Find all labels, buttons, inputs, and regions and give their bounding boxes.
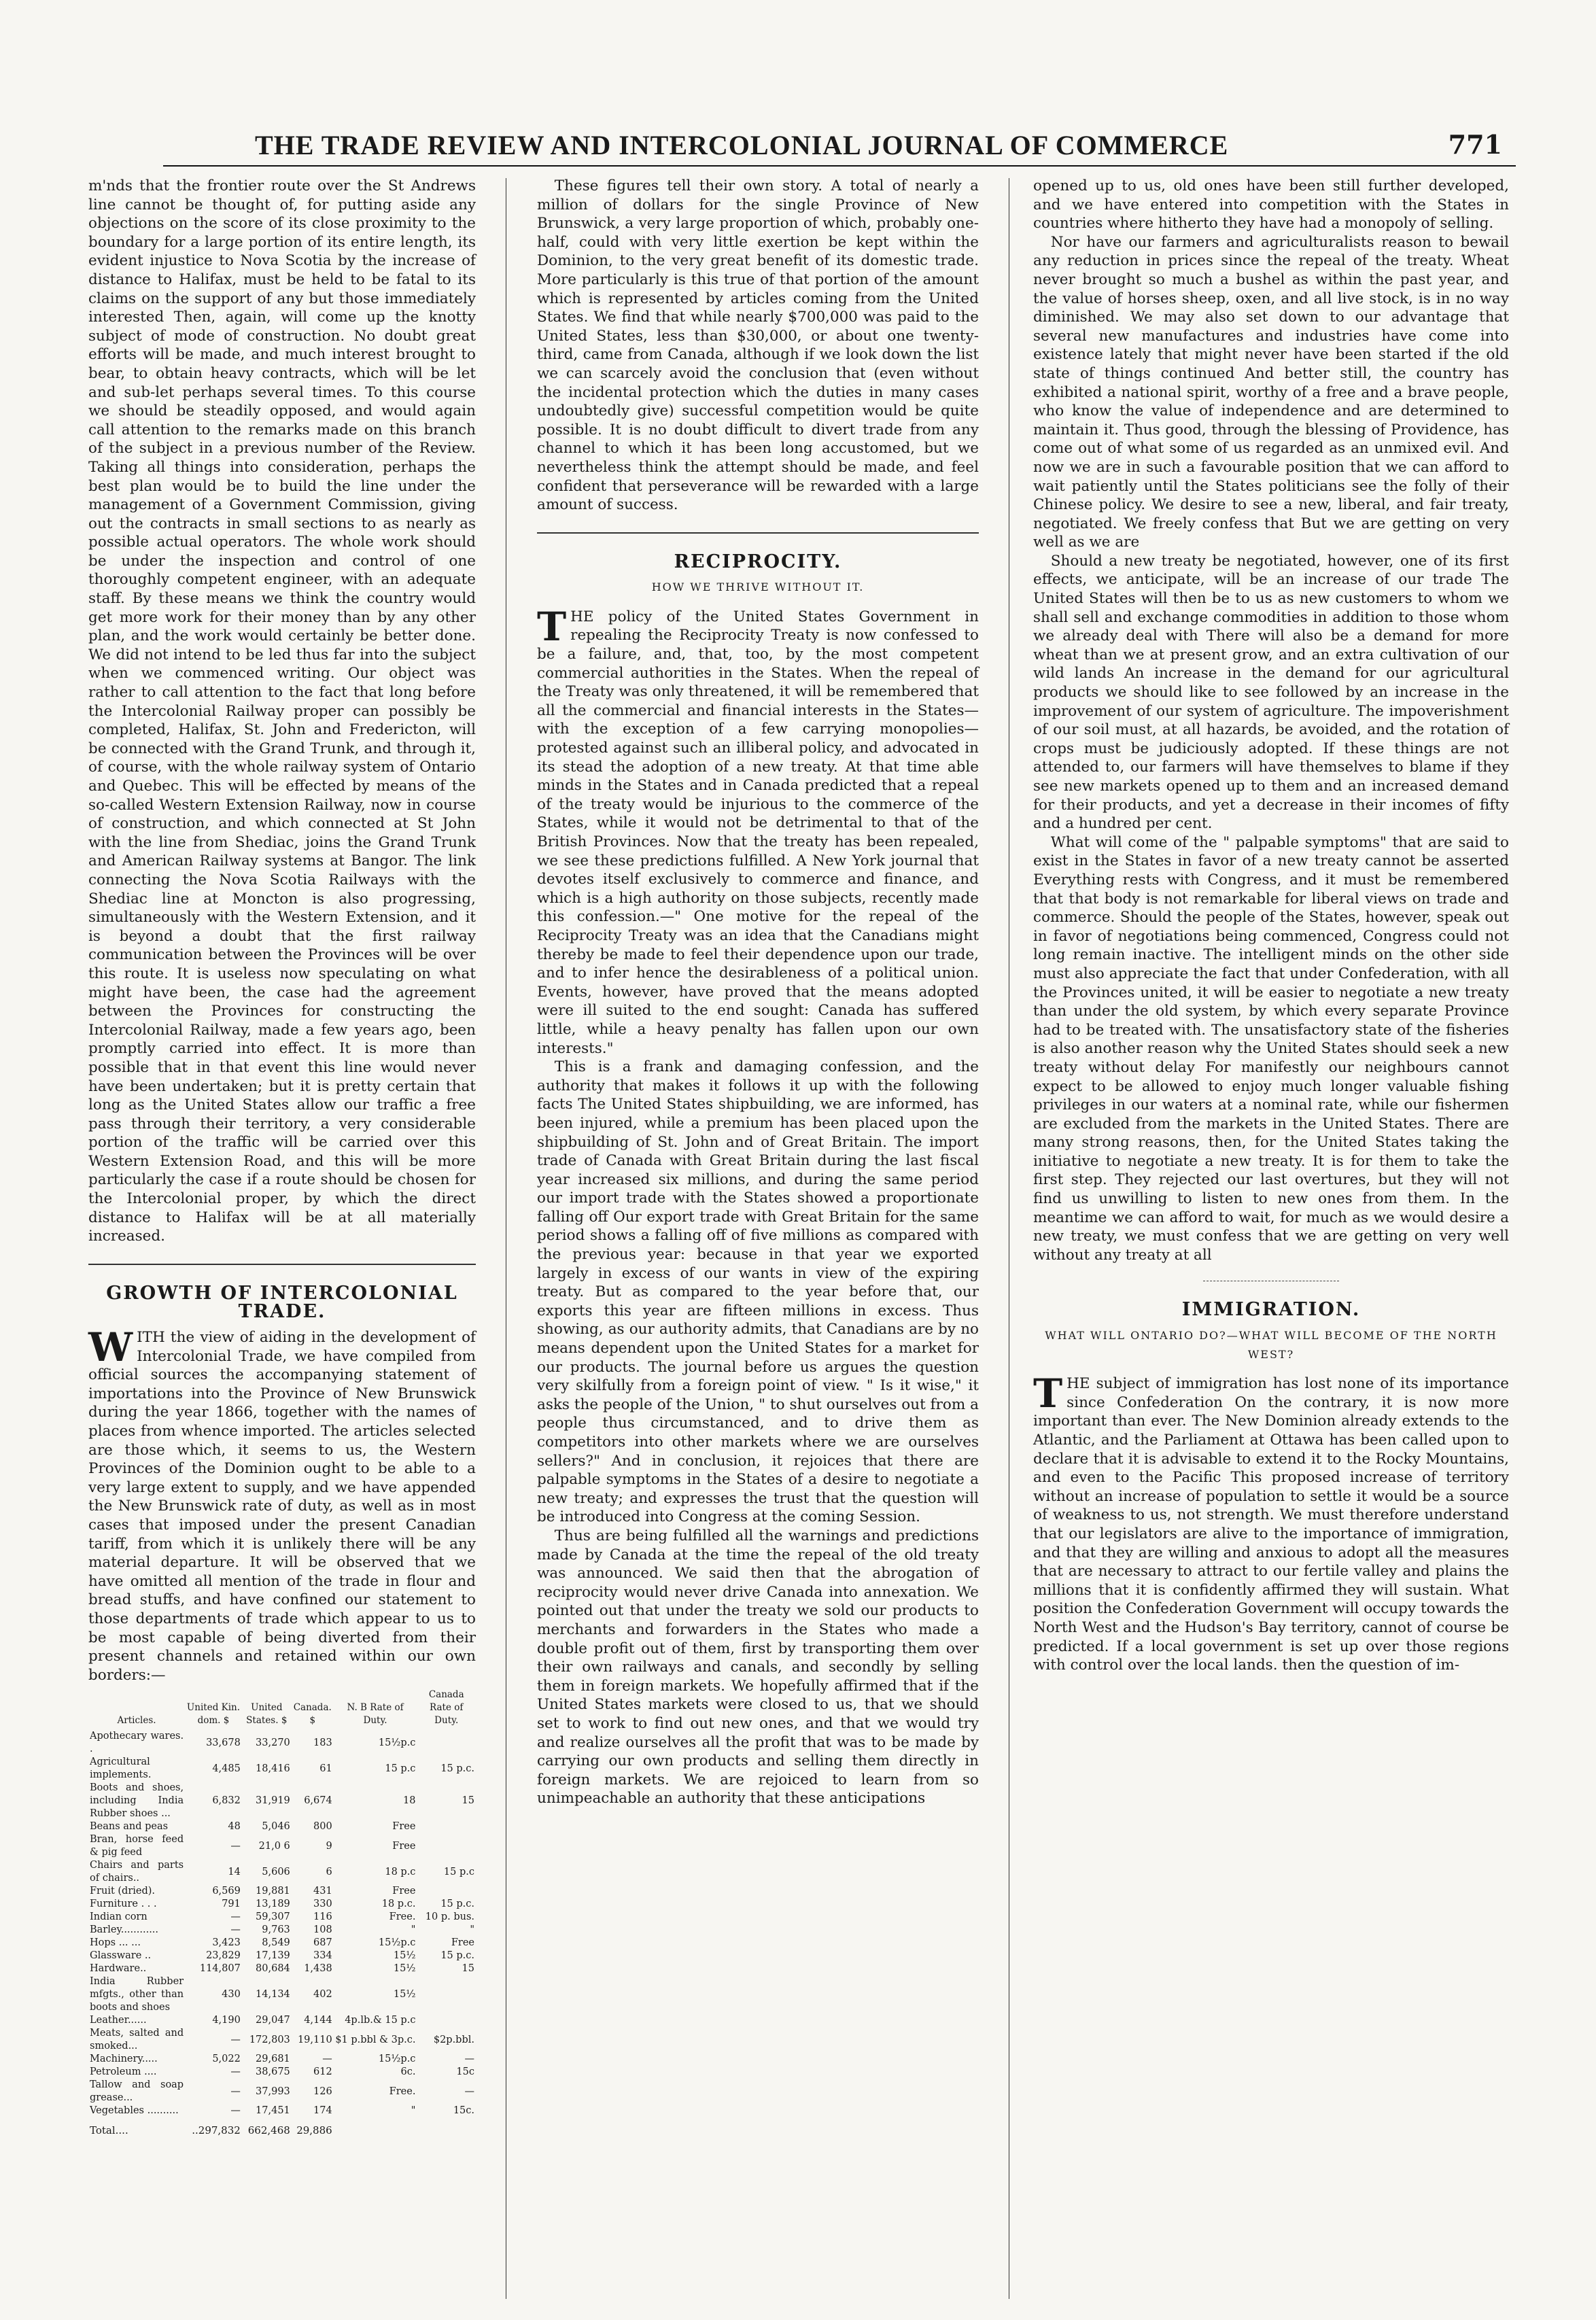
table-cell: Chairs and parts of chairs..: [90, 1860, 184, 1884]
table-cell: 5,022: [212, 2054, 241, 2065]
table-cell: [417, 1833, 476, 1859]
table-cell: 15: [462, 1795, 474, 1807]
table-cell: 8,549: [262, 1937, 290, 1949]
figures-paragraph: These figures tell their own story. A total of nearly a million of dollars for the single Province of New Brunswick, a very large proportion of which, probably one-half, could with very little exertion be kept within the Dominion, to the very great benefit of its domestic trade. More particularly is this true of that portion of the amount which is represented by articles coming from the United States. We find that while nearly $700,000 was paid to the United States, less than $30,000, or about one twenty-third, came from Canada, although if we look down the list we can scarcely avoid the conclusion that (even without the incidental protection which the duties in many cases undoubtedly give) successful competition would be quite possible. It is no doubt difficult to divert trade from any channel to which it has been long accustomed, but we nevertheless think the attempt should be made, and feel confident that perseverance will be rewarded with a large amount of success.: [537, 177, 979, 514]
table-cell: 800: [313, 1821, 332, 1833]
reciprocity-subheading: HOW WE THRIVE WITHOUT IT.: [651, 581, 865, 594]
table-cell: 3,423: [212, 1937, 241, 1949]
table-cell: 4,190: [212, 2015, 241, 2026]
drop-cap: T: [537, 603, 567, 650]
table-row: [88, 2027, 476, 2053]
table-cell: 116: [313, 1911, 332, 1923]
table-row: [88, 1962, 476, 1975]
table-cell: 61: [319, 1763, 332, 1774]
table-cell: Free.: [389, 2085, 416, 2097]
table-cell: 15 p.c: [443, 1866, 474, 1877]
table-cell: 687: [313, 1937, 332, 1949]
page-number: 771: [1448, 129, 1502, 160]
table-row: [88, 2053, 476, 2066]
table-cell: Bran, horse feed & pig feed: [90, 1834, 184, 1858]
table-cell: 15 p.c: [385, 1763, 416, 1774]
table-cell: Glassware ..: [90, 1950, 152, 1962]
col-header: Articles.: [117, 1715, 156, 1727]
table-cell: Hardware..: [90, 1963, 147, 1975]
table-cell: 5,046: [262, 1821, 290, 1833]
table-cell: 5,606: [262, 1866, 290, 1877]
table-cell: 48: [228, 1821, 241, 1833]
table-cell: [417, 1885, 476, 1898]
table-cell: 612: [313, 2066, 332, 2078]
table-cell: 14: [228, 1866, 241, 1877]
table-cell: —: [230, 2085, 241, 2097]
table-cell: 15 p.c.: [440, 1950, 474, 1962]
table-cell: 18: [402, 1795, 416, 1807]
table-cell: 9: [326, 1840, 332, 1852]
table-cell: 15c.: [453, 2105, 474, 2117]
table-cell: Free: [392, 1821, 416, 1833]
table-cell: 6,674: [304, 1795, 332, 1807]
table-cell: 9,763: [262, 1924, 290, 1936]
table-row: [88, 2014, 476, 2027]
table-row: [88, 1820, 476, 1833]
table-cell: Hops ... ...: [90, 1937, 141, 1949]
table-cell: Total....: [90, 2124, 128, 2137]
table-cell: 6,832: [212, 1795, 241, 1807]
table-header-row: [88, 1689, 476, 1730]
table-cell: 15½: [393, 1989, 416, 2001]
table-cell: 6c.: [400, 2066, 416, 2078]
table-cell: 15 p.c.: [440, 1899, 474, 1910]
table-row: [88, 2105, 476, 2117]
table-cell: 330: [313, 1899, 332, 1910]
reciprocity-paragraph: Should a new treaty be negotiated, however, one of its first effects, we anticipate, will be an increase of our trade The United States will then be to us as new customers to whom we shall sell and exchange commodities in addition to those whom we already deal with There will also be a demand for more wheat than we at present grow, and an extra cultivation of our wild lands An increase in the demand for our agricultural products we should like to see followed by an increase in the improvement of our system of agriculture. The impoverishment of our soil must, at all hazards, be avoided, and the rotation of crops must be judiciously adopted. If these things are not attended to, our farmers will have themselves to blame if they see new markets opened up to them and an increased demand for their products, and yet a decrease in their incomes of fifty and a hundred per cent.: [1033, 552, 1509, 833]
section-divider: [537, 532, 979, 534]
table-cell: $2p.bbl.: [433, 2034, 474, 2045]
table-row: [88, 1975, 476, 2014]
table-cell: 662,468: [247, 2124, 290, 2137]
growth-text: ITH the view of aiding in the development of Intercolonial Trade, we have compiled from official sources the accompanying statement of importations into the Province of New Brunswick during the year 1866, together with the names of places from whence imported. The articles selected are those which, it seems to us, the Western Provinces of the Dominion ought to be able to a very large extent to supply, and we have appended the New Brunswick rate of duty, as well as in most cases that imposed under the present Canadian tariff, from which it is unlikely there will be any material departure. It will be observed that we have omitted all mention of the trade in flour and bread stuffs, and have confined our statement to those departments of trade which appear to us to be most capable of being diverted from their present channels and retained within our own borders:—: [88, 1329, 476, 1684]
section-divider: [88, 1264, 476, 1265]
table-body: [88, 1730, 476, 2137]
table-cell: ..297,832: [192, 2124, 241, 2137]
table-cell: 29,886: [296, 2124, 332, 2137]
table-row: [88, 2066, 476, 2079]
table-cell: Petroleum ....: [90, 2066, 157, 2078]
table-cell: —: [230, 2034, 241, 2045]
table-cell: 33,678: [206, 1737, 241, 1748]
drop-cap: W: [88, 1324, 133, 1371]
immigration-subheading: WHAT WILL ONTARIO DO?—WHAT WILL BECOME OF THE NORTH WEST?: [1045, 1329, 1497, 1361]
table-cell: $1 p.bbl & 3p.c.: [335, 2034, 416, 2045]
table-cell: Free.: [389, 1911, 416, 1923]
table-cell: Machinery.....: [90, 2054, 158, 2065]
table-cell: Free: [392, 1886, 416, 1897]
table-cell: 13,189: [256, 1899, 290, 1910]
immigration-heading: IMMIGRATION.: [1181, 1299, 1361, 1321]
table-cell: Free: [392, 1840, 416, 1852]
table-row: [88, 1911, 476, 1924]
header-rule: [163, 165, 1516, 167]
table-cell: 19,881: [256, 1886, 290, 1897]
immigration-paragraph: [1033, 1370, 1509, 1675]
table-cell: [334, 2117, 417, 2137]
col-header: N. B Rate of Duty.: [347, 1702, 404, 1727]
page-header: [82, 129, 1516, 163]
table-cell: Apothecary wares. .: [90, 1731, 184, 1755]
table-cell: 172,803: [249, 2034, 290, 2045]
table-cell: 19,110: [297, 2034, 332, 2045]
table-cell: 29,681: [256, 2054, 290, 2065]
table-cell: 29,047: [256, 2015, 290, 2026]
table-row: [88, 1924, 476, 1937]
table-cell: 17,139: [256, 1950, 290, 1962]
table-cell: [417, 2117, 476, 2137]
table-cell: 18 p.c: [385, 1866, 416, 1877]
table-cell: 431: [313, 1886, 332, 1897]
column-3: [1033, 177, 1509, 1675]
table-cell: Fruit (dried).: [90, 1886, 156, 1897]
table-cell: 15½p.c: [378, 2054, 416, 2065]
table-cell: 430: [222, 1989, 241, 2001]
table-row: [88, 1898, 476, 1911]
reciprocity-paragraph: What will come of the " palpable symptoms" that are said to exist in the States in favor of a new treaty cannot be asserted Everything rests with Congress, and it must be remembered that that body is not remarkable for liberal views on trade and commerce. Should the people of the States, however, speak out in favor of negotiations being commenced, Congress could not long remain inactive. The intelligent minds on the other side must also appreciate the fact that under Confederation, with all the Provinces united, it will be easier to negotiate a new treaty than under the old system, by which every separate Province had to be treated with. The unsatisfactory state of the fisheries is also another reason why the United States should seek a new treaty without delay For manifestly our neighbours cannot expect to be allowed to enjoy much longer valuable fishing privileges in our waters at a nominal rate, while our fishermen are excluded from the markets in the United States. There are many strong reasons, then, for the United States taking the initiative to negotiate a new treaty. It is for them to take the first step. They rejected our last overtures, but they will not find us unwilling to listen to new ones from them. In the meantime we can afford to wait, for much as we would desire a new treaty, we must confess that we are getting on very well without any treaty at all: [1033, 833, 1509, 1264]
table-cell: —: [464, 2054, 474, 2065]
table-cell: 17,451: [256, 2105, 290, 2117]
table-cell: [417, 1820, 476, 1833]
table-cell: Indian corn: [90, 1911, 148, 1923]
growth-heading: GROWTH OF INTERCOLONIAL TRADE.: [106, 1282, 458, 1323]
imports-table: [88, 1689, 476, 2137]
table-cell: 114,807: [199, 1963, 241, 1975]
table-cell: Boots and shoes, including India Rubber shoes ...: [90, 1782, 184, 1820]
reciprocity-heading: RECIPROCITY.: [674, 551, 842, 572]
table-cell: Vegetables ..........: [90, 2105, 179, 2117]
column-1: [88, 177, 476, 2137]
table-cell: 6,569: [212, 1886, 241, 1897]
table-cell: —: [322, 2054, 332, 2065]
table-cell: 38,675: [256, 2066, 290, 2078]
table-cell: ": [411, 2105, 416, 2117]
table-cell: 108: [313, 1924, 332, 1936]
journal-title: THE TRADE REVIEW AND INTERCOLONIAL JOURNAL OF COMMERCE: [255, 130, 1229, 160]
table-cell: ": [470, 1924, 474, 1936]
table-cell: 23,829: [206, 1950, 241, 1962]
table-total-row: [88, 2117, 476, 2137]
table-cell: Meats, salted and smoked...: [90, 2028, 184, 2052]
reciprocity-paragraph: Thus are being fulfilled all the warnings and predictions made by Canada at the time the repeal of the old treaty was announced. We said then that the abrogation of reciprocity would never drive Canada into annexation. We pointed out that under the treaty we sold our products to merchants and forwarders in the States who made a double profit out of them, first by transporting them over their own railways and canals, and secondly by selling them in foreign markets. We hopefully affirmed that if the United States markets were closed to us, that we should set to work to find out new ones, and that we would try and realize ourselves all the profit that was to be made by carrying our own products and selling them directly in foreign markets. We are rejoiced to learn from so unimpeachable an authority that these anticipations: [537, 1527, 979, 1807]
table-cell: —: [230, 1924, 241, 1936]
table-cell: 15½p.c: [378, 1737, 416, 1748]
growth-paragraph: [88, 1324, 476, 1684]
table-cell: Tallow and soap grease...: [90, 2079, 184, 2104]
table-cell: India Rubber mfgts., other than boots and shoes: [90, 1976, 184, 2013]
table-cell: 18 p.c.: [381, 1899, 416, 1910]
table-cell: 791: [222, 1899, 241, 1910]
table-cell: 18,416: [256, 1763, 290, 1774]
table-cell: [417, 1975, 476, 2014]
col-header: United States. $: [246, 1702, 288, 1727]
table-cell: Leather......: [90, 2015, 147, 2026]
table-cell: 15 p.c.: [440, 1763, 474, 1774]
reciprocity-paragraph: [537, 603, 979, 1058]
table-cell: 4p.lb.& 15 p.c: [345, 2015, 416, 2026]
drop-cap: T: [1033, 1370, 1063, 1417]
immigration-text: HE subject of immigration has lost none of its importance since Confederation On the contrary, it is now more important than ever. The New Dominion already extends to the Atlantic, and the Parliament at Ottawa has been called upon to declare that it is advisable to extend it to the Rocky Mountains, and even to the Pacific This proposed increase of territory without an increase of population to settle it would be a source of weakness to us, not strength. We must therefore understand that our legislators are alive to the importance of immigration, and that they are willing and anxious to adopt all the measures that are necessary to attract to our fertile valley and plains the millions that it is confidently affirmed they will sustain. What position the Confederation Government will occupy towards the North West and the Hudson's Bay territory, cannot of course be predicted. If a local government is set up over those regions with control over the local lands. then the question of im-: [1033, 1375, 1509, 1674]
table-cell: Agricultural implements.: [90, 1756, 152, 1781]
table-cell: 15½: [393, 1963, 416, 1975]
table-cell: [417, 1730, 476, 1756]
table-cell: Barley............: [90, 1924, 159, 1936]
table-cell: 402: [313, 1989, 332, 2001]
table-cell: 15½: [393, 1950, 416, 1962]
table-cell: 37,993: [256, 2085, 290, 2097]
column-2: [537, 177, 979, 1808]
table-row: [88, 1885, 476, 1898]
table-cell: 21,0 6: [258, 1840, 290, 1852]
table-cell: 14,134: [256, 1989, 290, 2001]
table-cell: 4,144: [304, 2015, 332, 2026]
table-row: [88, 1782, 476, 1820]
reciprocity-continuation: opened up to us, old ones have been still further developed, and we have entered into competition with the States in countries where hitherto they have had a monopoly of selling.: [1033, 177, 1509, 232]
table-row: [88, 1730, 476, 1756]
table-cell: —: [230, 2105, 241, 2117]
reciprocity-paragraph: This is a frank and damaging confession, and the authority that makes it follows it up with the following facts The United States shipbuilding, we are informed, has been injured, while a premium has been placed upon the shipbuilding of St. John and of Great Britain. The import trade of Canada with Great Britain during the last fiscal year increased six millions, and during the same period our import trade with the States showed a proportionate falling off Our export trade with Great Britain for the same period shows a falling off of five millions as compared with the previous year: because in that year we exported largely in excess of our wants in view of the expiring treaty. But as compared to the year before that, our exports this year are fifteen millions in excess. Thus showing, as our authority admits, that Canadians are by no means dependent upon the United States for a market for our products. The journal before us argues the question very skilfully from a foreign point of view. " Is it wise," it asks the people of the Union, " to shut ourselves out from a people thus circumstanced, and to drive them as competitors into other markets where we are ourselves sellers?" And in conclusion, it rejoices that there are palpable symptoms in the States of a desire to negotiate a new treaty; and expresses the trust that the question will be introduced into Congress at the coming Session.: [537, 1058, 979, 1526]
table-cell: 15½p.c: [378, 1937, 416, 1949]
table-cell: 31,919: [256, 1795, 290, 1807]
table-cell: —: [230, 1911, 241, 1923]
table-cell: ": [411, 1924, 416, 1936]
reciprocity-text: HE policy of the United States Government in repealing the Reciprocity Treaty is now confessed to be a failure, and, that, too, by the most competent commercial authorities in the States. When the repeal of the Treaty was only threatened, it will be remembered that all the commercial and financial interests in the States—with the exception of a few carrying monopolies—protested against such an illiberal policy, and advocated in its stead the adoption of a new treaty. At that time able minds in the States and in Canada predicted that a repeal of the treaty would be injurious to the commerce of the States, while it would not be detrimental to that of the British Provinces. Now that the treaty has been repealed, we see these predictions fulfilled. A New York journal that devotes itself exclusively to commerce and finance, and which is a high authority on those subjects, recently made this confession.—" One motive for the repeal of the Reciprocity Treaty was an idea that the Canadians might thereby be made to feel their dependence upon our trade, and to infer hence the desirableness of a political union. Events, however, have proved that the means adopted were ill suited to the end sought: Canada has suffered little, while a heavy penalty has fallen upon our own interests.": [537, 608, 979, 1057]
table-cell: [417, 2014, 476, 2027]
table-cell: 80,684: [256, 1963, 290, 1975]
article-continuation: m'nds that the frontier route over the St Andrews line cannot be thought of, for putting aside any objections on the score of its close proximity to the boundary for a large portion of its entire length, its evident injustice to Nova Scotia by the increase of distance to Halifax, must be held to be fatal to its claims on the support of any but those immediately interested Then, again, will come up the knotty subject of mode of construction. No doubt great efforts will be made, and much interest brought to bear, to obtain heavy contracts, which will be let and sub-let perhaps several times. To this course we should be steadily opposed, and would again call attention to the remarks made on this branch of the subject in a previous number of the Review. Taking all things into consideration, perhaps the best plan would be to build the line under the management of a Government Commission, giving out the contracts in small sections to as nearly as possible actual operators. The whole work should be under the inspection and control of one thoroughly competent engineer, with an adequate staff. By these means we think the country would get more work for their money than by any other plan, and the work would certainly be better done. We did not intend to be led thus far into the subject when we commenced writing. Our object was rather to call attention to the fact that long before the Intercolonial Railway proper can possibly be completed, Halifax, St. John and Fredericton, will be connected with the Grand Trunk, and through it, of course, with the whole railway system of Ontario and Quebec. This will be effected by means of the so-called Western Extension Railway, now in course of construction, and which connected at St John with the line from Shediac, joins the Grand Trunk and American Railway systems at Bangor. The link connecting the Nova Scotia Railways with the Shediac line at Moncton is also progressing, simultaneously with the Western Extension, and it is beyond a doubt that the first railway communication between the Provinces will be over this route. It is useless now speculating on what might have been, the case had the agreement between the Provinces for constructing the Intercolonial Railway, made a few years ago, been promptly carried into effect. It is more than possible that in that event this line would never have been undertaken; but it is pretty certain that long as the United States allow our traffic a free pass through their territory, a very considerable portion of the traffic will be carried over this Western Extension Road, and this will be more particularly the case if a route should be chosen for the Intercolonial proper, by which the direct distance to Halifax will be at all materially increased.: [88, 177, 476, 1245]
table-cell: Free: [451, 1937, 474, 1949]
table-row: [88, 1756, 476, 1782]
table-cell: 33,270: [256, 1737, 290, 1748]
table-cell: 59,307: [256, 1911, 290, 1923]
table-cell: —: [230, 1840, 241, 1852]
table-row: [88, 2079, 476, 2105]
table-cell: 15: [462, 1963, 474, 1975]
table-cell: 10 p. bus.: [425, 1911, 474, 1923]
table-cell: 6: [326, 1866, 332, 1877]
table-cell: —: [230, 2066, 241, 2078]
table-row: [88, 1833, 476, 1859]
reciprocity-paragraph: Nor have our farmers and agriculturalists reason to bewail any reduction in prices since the repeal of the treaty. Wheat never brought so much a bushel as within the past year, and the value of horses sheep, oxen, and all live stock, is in no way diminished. We may also set down to our advantage that several new manufactures and industries have come into existence lately that might never have been started if the old state of things continued And better still, the country has exhibited a national spirit, worthy of a free and a brave people, who know the value of independence and are determined to maintain it. Thus good, through the blessing of Providence, has come out of what some of us regarded as an unmixed evil. And now we are in such a favourable position that we can afford to wait patiently until the States politicians see the folly of their Chinese policy. We desire to see a new, liberal, and fair treaty, negotiated. We freely confess that But we are getting on very well as we are: [1033, 233, 1509, 551]
table-row: [88, 1937, 476, 1950]
table-row: [88, 1859, 476, 1885]
table-cell: 174: [313, 2105, 332, 2117]
col-header: Canada Rate of Duty.: [428, 1689, 464, 1727]
col-header: United Kin. dom. $: [186, 1702, 241, 1727]
table-cell: 183: [313, 1737, 332, 1748]
table-cell: 4,485: [212, 1763, 241, 1774]
table-cell: 334: [313, 1950, 332, 1962]
table-cell: —: [464, 2085, 474, 2097]
table-cell: 15c: [456, 2066, 474, 2078]
table-cell: Furniture . . .: [90, 1899, 157, 1910]
table-cell: 1,438: [304, 1963, 332, 1975]
table-cell: 126: [313, 2085, 332, 2097]
table-cell: Beans and peas: [90, 1821, 169, 1833]
table-row: [88, 1950, 476, 1962]
col-header: Canada. $: [293, 1702, 332, 1727]
